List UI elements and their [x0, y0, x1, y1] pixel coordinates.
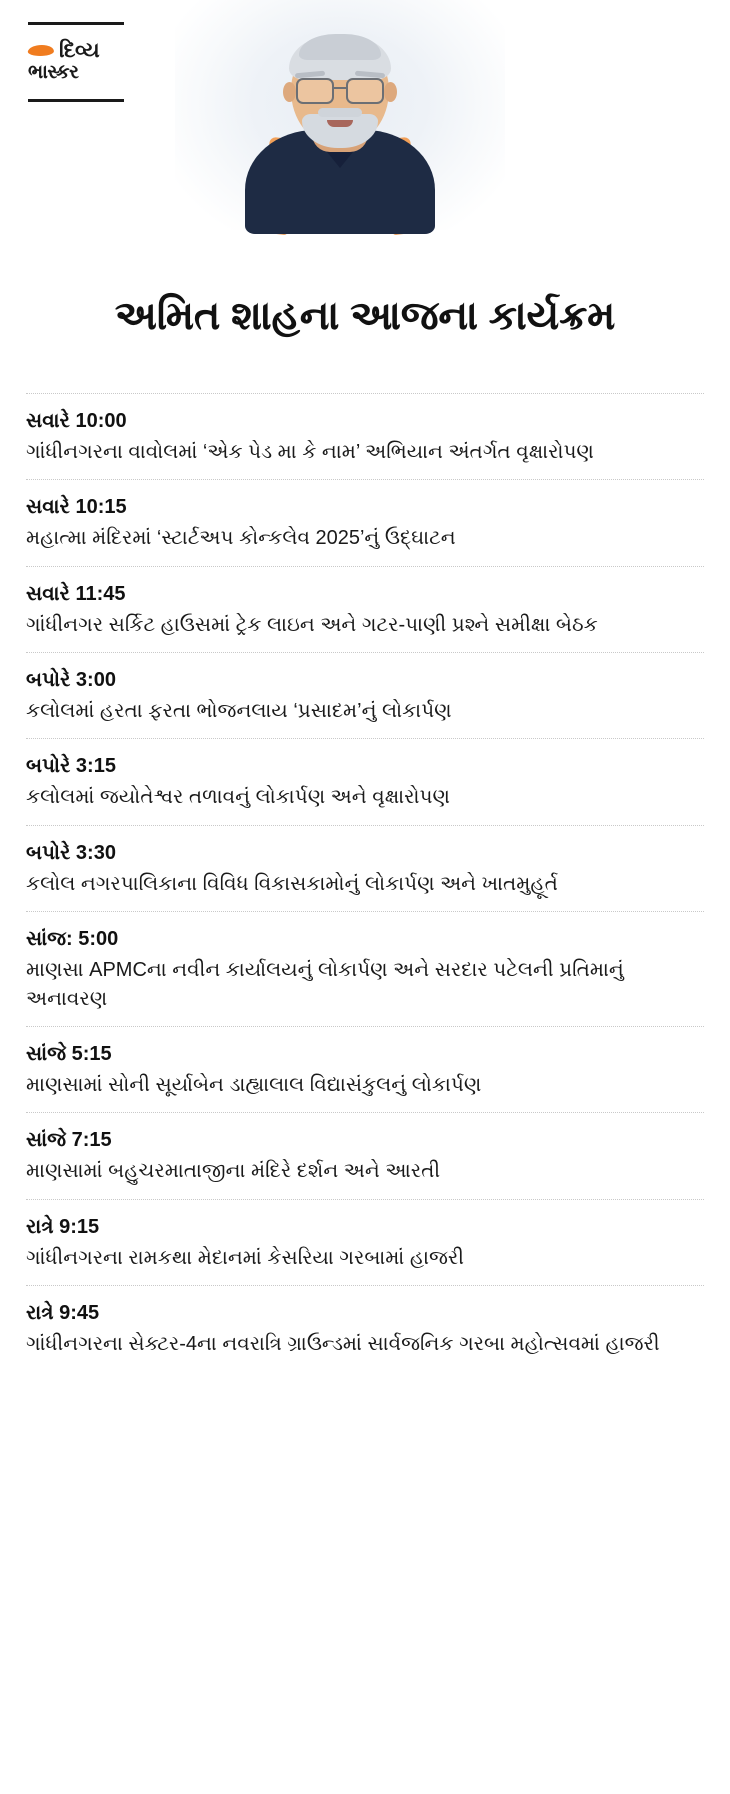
item-description: કલોલમાં જયોતેશ્વર તળાવનું લોકાર્પણ અને વૃક્ષારોપણ — [26, 786, 450, 809]
list-item — [26, 1027, 704, 1113]
item-description: મહાત્મા મંદિરમાં ‘સ્ટાર્ટઅપ કોન્કલેવ 2025’નું ઉદ્ઘાટન — [26, 527, 456, 550]
lens-left — [296, 78, 334, 104]
list-item — [26, 912, 704, 1027]
item-time: સાંજ: 5:00 — [26, 928, 119, 951]
list-item — [26, 1113, 704, 1199]
item-time: બપોરે 3:30 — [26, 841, 116, 864]
item-time: બપોરે 3:00 — [26, 668, 116, 691]
lens-right — [346, 78, 384, 104]
item-time: રાત્રે 9:15 — [26, 1215, 100, 1238]
publisher-logo — [28, 22, 124, 102]
list-item — [26, 1286, 704, 1371]
page-title: અમિત શાહના આજના કાર્યક્રમ — [114, 293, 616, 338]
moustache — [318, 108, 362, 117]
item-time: રાત્રે 9:45 — [26, 1302, 100, 1325]
item-description: ગાંધીનગરના વાવોલમાં ‘એક પેડ મા કે નામ’ અભિયાન અંતર્ગત વૃક્ષારોપણ — [26, 440, 594, 463]
logo-line-2: ભાસ્કર — [28, 62, 79, 83]
list-item — [26, 1200, 704, 1286]
item-description: માણસામાં બહુચરમાતાજીના મંદિરે દર્શન અને આરતી — [26, 1160, 441, 1183]
logo-line-1: દિવ્ય — [59, 39, 100, 62]
hero-section — [0, 0, 730, 252]
item-description: કલોલમાં હરતા ફરતા ભોજનલાય ‘પ્રસાદમ’નું લોકાર્પણ — [26, 699, 452, 722]
item-description: માણસા APMCના નવીન કાર્યાલયનું લોકાર્પણ અને સરદાર પટેલની પ્રતિમાનું અનાવરણ — [26, 959, 624, 1010]
item-description: ગાંધીનગરના સેક્ટર-4ના નવરાત્રિ ગ્રાઉન્ડમાં સાર્વજનિક ગરબા મહોત્સવમાં હાજરી — [26, 1333, 660, 1356]
item-description: કલોલ નગરપાલિકાના વિવિધ વિકાસકામોનું લોકાર્પણ અને ખાતમુહૂર્ત — [26, 872, 558, 895]
portrait-figure — [235, 26, 445, 232]
item-time: બપોરે 3:15 — [26, 755, 116, 778]
list-item — [26, 826, 704, 912]
list-item — [26, 394, 704, 480]
schedule-list — [26, 393, 704, 1372]
item-description: ગાંધીનગર સર્કિટ હાઉસમાં ટ્રેક લાઇન અને ગટર-પાણી પ્રશ્ને સમીક્ષા બેઠક — [26, 613, 598, 636]
list-item — [26, 739, 704, 825]
item-time: સવારે 10:15 — [26, 496, 127, 519]
item-time: સવારે 10:00 — [26, 409, 127, 432]
item-time: સાંજે 7:15 — [26, 1129, 112, 1152]
swoosh-icon — [27, 45, 55, 56]
item-description: માણસામાં સોની સૂર્યાબેન ડાહ્યાલાલ વિદ્યાસંકુલનું લોકાર્પણ — [26, 1073, 482, 1096]
list-item — [26, 480, 704, 566]
item-time: સાંજે 5:15 — [26, 1042, 112, 1065]
logo-primary-row — [28, 40, 99, 61]
hair-top — [299, 34, 381, 60]
list-item — [26, 567, 704, 653]
portrait-container — [175, 0, 505, 230]
item-description: ગાંધીનગરના રામકથા મેદાનમાં કેસરિયા ગરબામાં હાજરી — [26, 1246, 464, 1269]
eyeglasses-icon — [294, 78, 386, 100]
item-time: સવારે 11:45 — [26, 582, 126, 605]
list-item — [26, 653, 704, 739]
mouth — [327, 120, 353, 127]
bottom-spacer — [0, 1371, 730, 1397]
